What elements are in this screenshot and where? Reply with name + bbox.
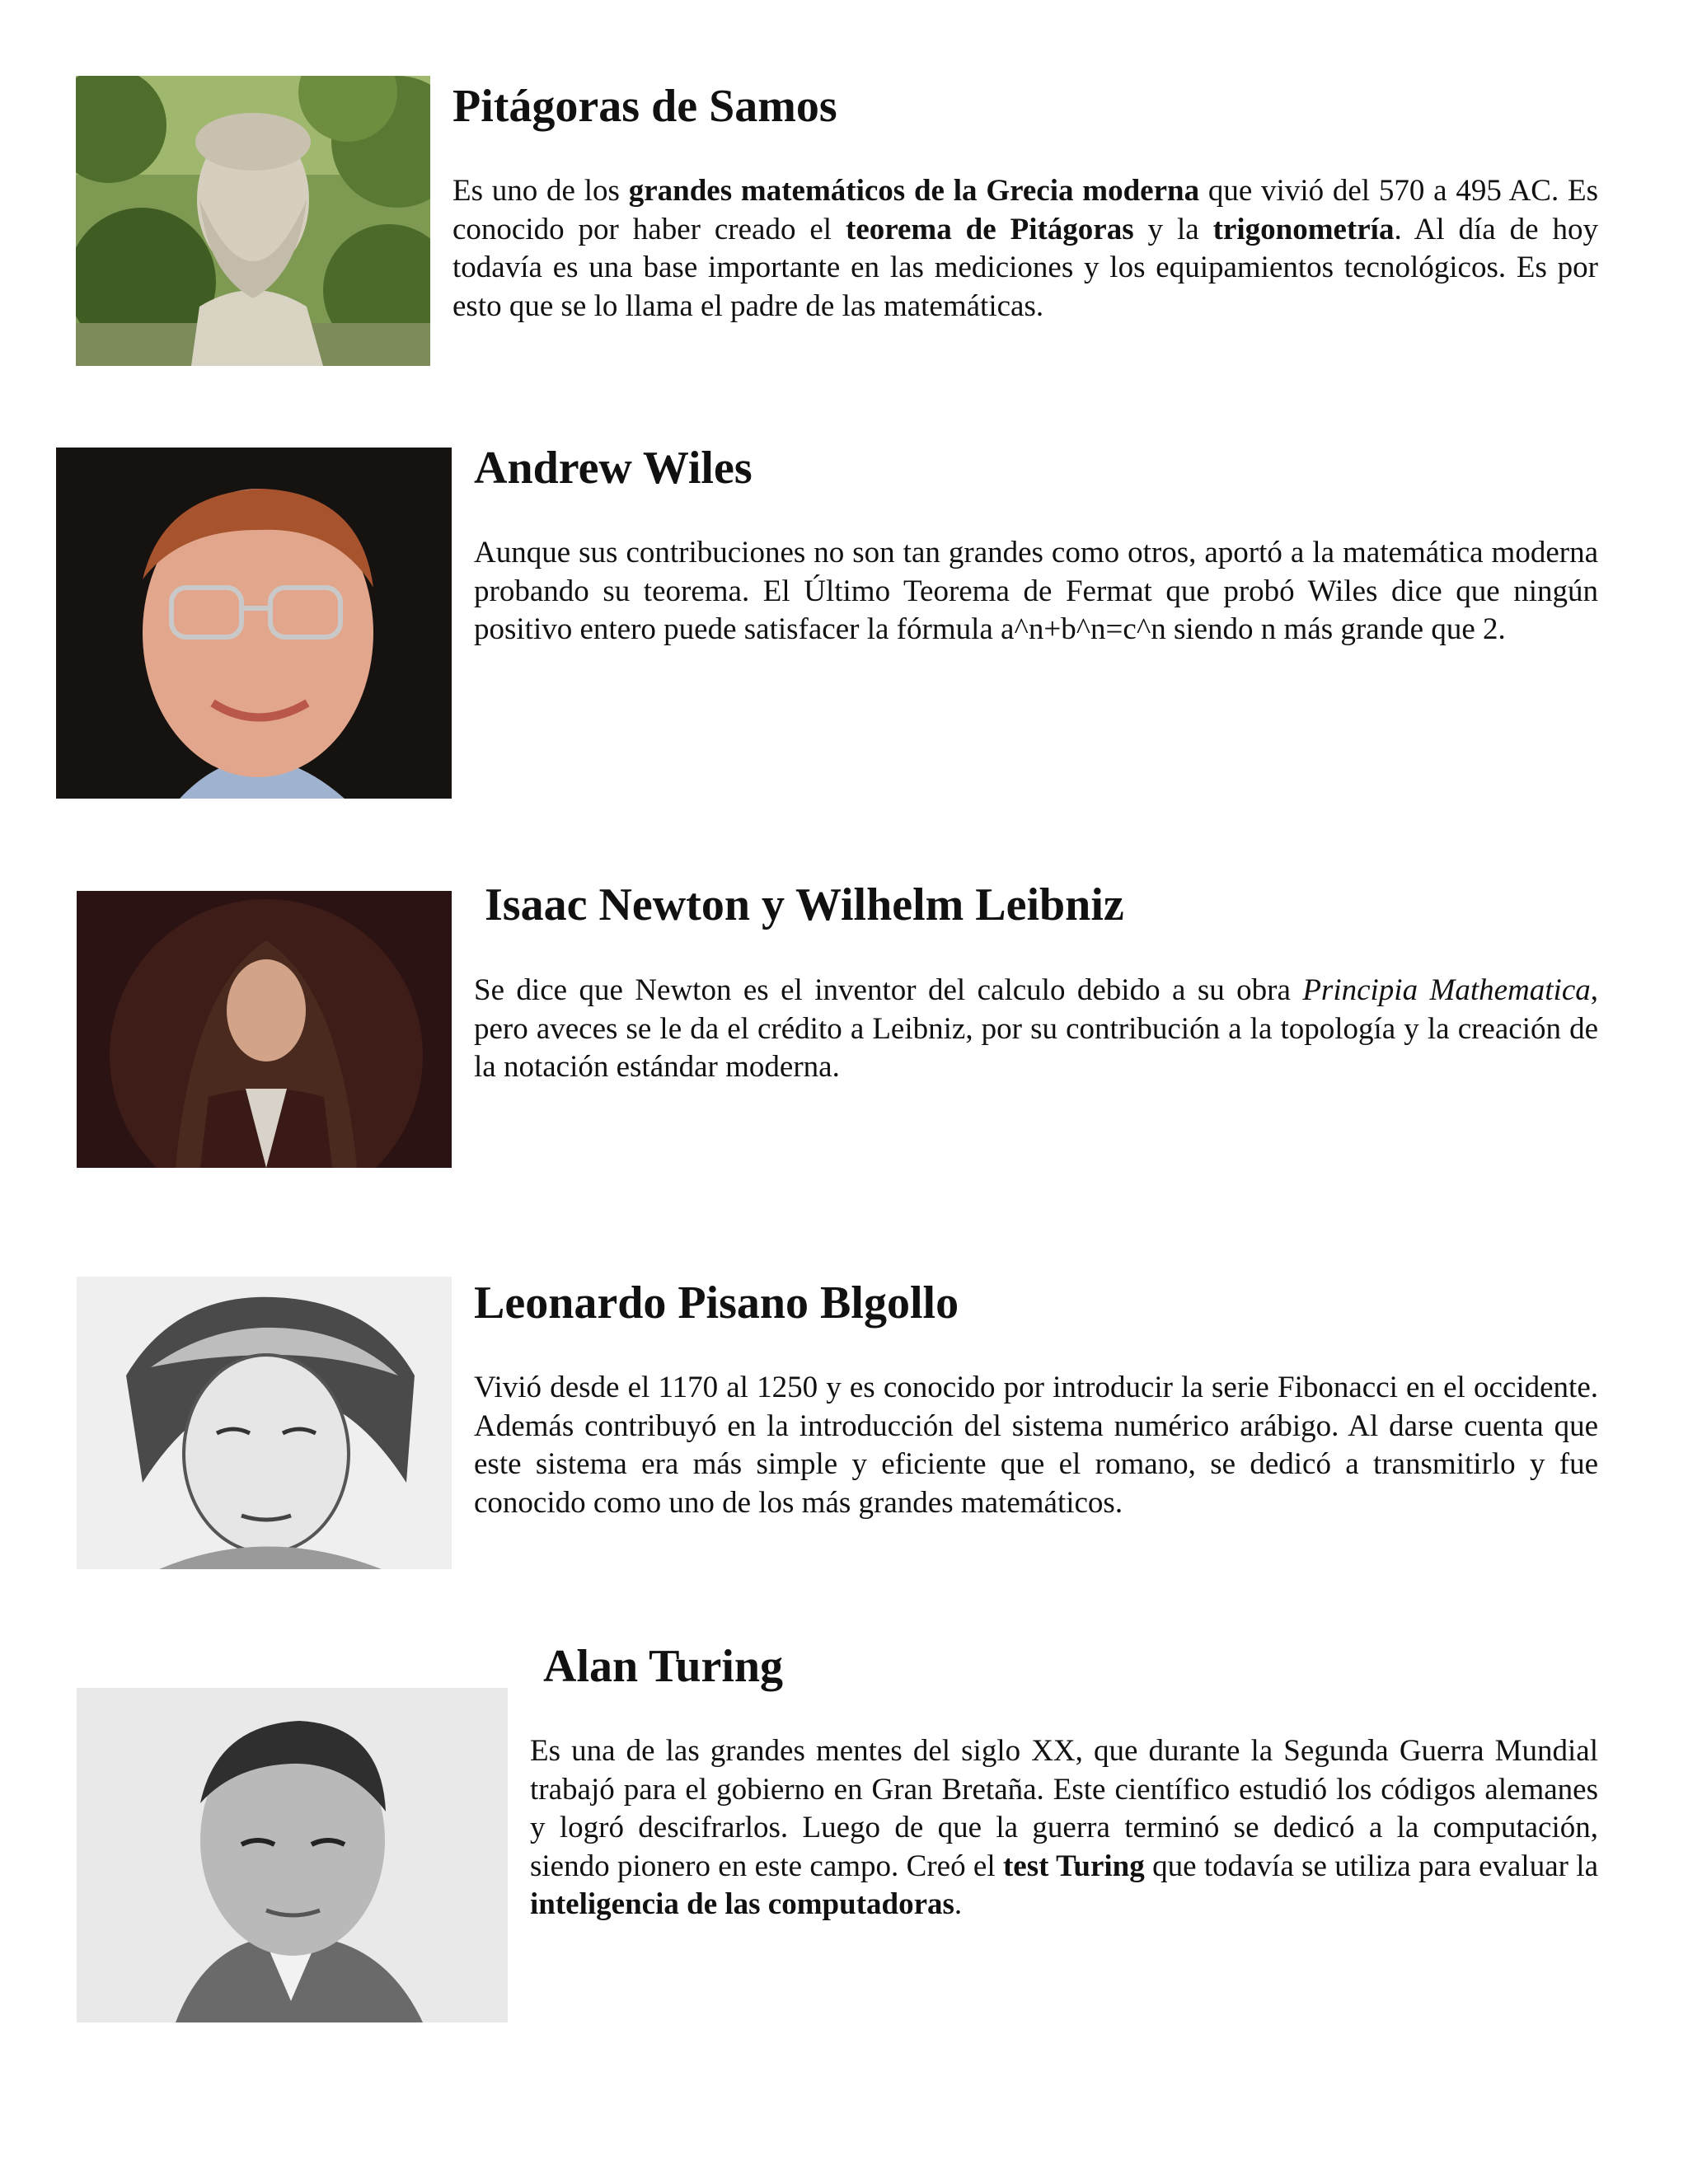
bio-text: y la [1133,212,1213,246]
entry-bio [452,172,1598,326]
entry-name: Andrew Wiles [474,443,753,494]
entry-name: Isaac Newton y Wilhelm Leibniz [485,879,1124,930]
newton-portrait [77,891,452,1168]
bio-italic-text: Principia Mathematica [1302,973,1591,1007]
bio-bold-text: grandes matemáticos de la Grecia moderna [628,174,1200,208]
entry-name: Pitágoras de Samos [452,81,837,132]
bio-text: Aunque sus contribuciones no son tan grandes como otros, aportó a la matemática moderna probando su teorema. El Último Teorema de Fermat que probó Wiles dice que ningún positivo entero puede satisfacer la fórmula a^n+b^n=c^n siendo n más grande que 2. [474,536,1598,646]
bio-text: que todavía se utiliza para evaluar la [1144,1849,1598,1883]
entry-name: Leonardo Pisano Blgollo [474,1277,959,1329]
pitagoras-bust-photo [76,76,430,366]
entry-bio [530,1732,1598,1924]
bio-bold-text: test Turing [1002,1849,1145,1883]
entry-bio [474,534,1598,649]
bio-text: . Al día de hoy todavía es una base importante en las mediciones y los equipamientos tecnológicos. Es por esto que se lo llama el padre de las matemáticas. [452,212,1598,323]
bio-text: que vivió del 570 a 495 AC. Es conocido por haber creado el [452,174,1599,246]
bio-text: Vivió desde el 1170 al 1250 y es conocido por introducir la serie Fibonacci en el occidente. Además contribuyó en la introducción del sistema numérico arábigo. Al darse cuenta que este sistema era más simple y eficiente que el romano, se dedicó a transmitirlo y fue conocido como uno de los más grandes matemáticos. [474,1371,1598,1520]
bio-bold-text: teorema de Pitágoras [846,212,1134,246]
bio-text: Es uno de los [452,174,629,208]
bio-text: Es una de las grandes mentes del siglo XX, que durante la Segunda Guerra Mundial trabajó para el gobierno en Gran Bretaña. Este científico estudió los códigos alemanes y logró descifrarlos. Luego de que la guerra terminó se dedicó a la computación, siendo pionero en este campo. Creó el [530,1734,1598,1883]
bio-bold-text: trigonometría [1212,212,1395,246]
entry-bio [474,1369,1598,1522]
entry-bio [474,972,1598,1087]
fibonacci-engraving [77,1277,452,1569]
andrew-wiles-photo [56,448,452,799]
alan-turing-photo [77,1688,508,2022]
bio-text: Se dice que Newton es el inventor del calculo debido a su obra [474,973,1303,1007]
bio-text: , pero aveces se le da el crédito a Leibniz, por su contribución a la topología y la creación de la notación estándar moderna. [474,973,1598,1084]
entry-name: Alan Turing [543,1641,784,1692]
bio-text: . [954,1887,963,1921]
bio-bold-text: inteligencia de las computadoras [530,1887,954,1921]
